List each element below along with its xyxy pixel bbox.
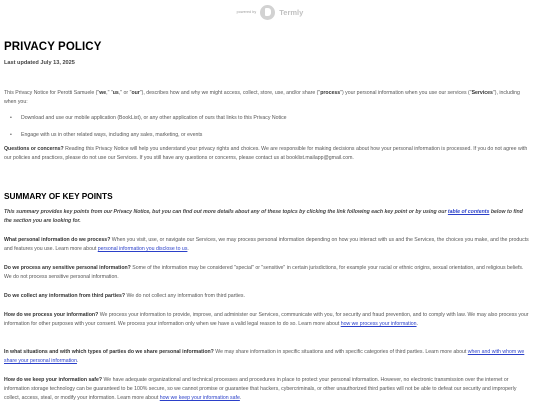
key-point-link[interactable]: how we process your information [340,321,417,328]
termly-header [0,2,540,22]
powered-by-label: powered by [236,10,257,14]
table-of-contents-link[interactable]: table of contents [447,209,490,215]
questions-paragraph: Questions or concerns? Reading this Privacy Notice will help you understand your privacy rights and choices. We are responsible for making decisions about how your personal information is processed. If you do not agree with our policies and practices, please do not use our Services. If you still have any questions or concerns, please contact us at booklist.mailapp@gmail.com. [4,146,528,162]
key-point-3: How do we process your information? We process your information to provide, improve, and administer our Services, communicate with you, for security and fraud prevention, and to comply with law. We may also process your information for other purposes with your consent. We process your information only when we have a valid legal reason to do so. Learn more about how we process your information. [4,312,529,328]
key-point-link[interactable]: when and with whom we share your personal information [4,349,525,365]
termly-logo-icon [260,5,275,20]
key-point-5: How do we keep your information safe? We have adequate organizational and technical processes and procedures in place to protect your personal information. However, no electronic transmission over the internet or information storage technology can be guaranteed to be 100% secure, so we cannot promise or guarantee that hackers, cybercriminals, or other unauthorized third parties will not be able to defeat our security and improperly collect, access, steal, or modify your information. Learn more about how we keep your information safe. [4,377,517,402]
list-item: • Engage with us in other related ways, including any sales, marketing, or events [4,131,532,140]
key-point-link[interactable]: how we keep your information safe [159,395,240,402]
intro-paragraph: This Privacy Notice for Perotti Samuele ("we," "us," or "our"), describes how and why we might access, collect, store, use, and/or share ("process") your personal information when you use our services ("Services"), including when you: [4,90,520,106]
key-point-4: In what situations and with which types of parties do we share personal information? We may share information in specific situations and with specific categories of third parties. Learn more about when and with whom we share your personal information. [4,349,525,365]
summary-lead: This summary provides key points from our Privacy Notice, but you can find out more details about any of these topics by clicking the link following each key point or by using our table of contents below to find the section you are looking for. [4,209,523,225]
key-point-1: Do we process any sensitive personal information? Some of the information may be considered "special" or "sensitive" in certain jurisdictions, for example your racial or ethnic origins, sexual orientation, and religious beliefs. We do not process sensitive personal information. [4,265,524,281]
key-point-2: Do we collect any information from third parties? We do not collect any information from third parties. [4,293,245,299]
termly-brand: Termly [279,7,304,17]
intro-bullet-list [4,114,532,140]
list-item: • Download and use our mobile application (BookList), or any other application of ours that links to this Privacy Notice [4,114,532,123]
key-point-link[interactable]: personal information you disclose to us [97,246,188,253]
section-title-summary: SUMMARY OF KEY POINTS [4,191,113,201]
page-title: PRIVACY POLICY [4,41,102,53]
last-updated: Last updated July 13, 2025 [4,60,75,66]
key-point-0: What personal information do we process? When you visit, use, or navigate our Services, we may process personal information depending on how you interact with us and the Services, the choices you make, and the products and features you use. Learn more about personal information you disclose to us. [4,237,529,253]
